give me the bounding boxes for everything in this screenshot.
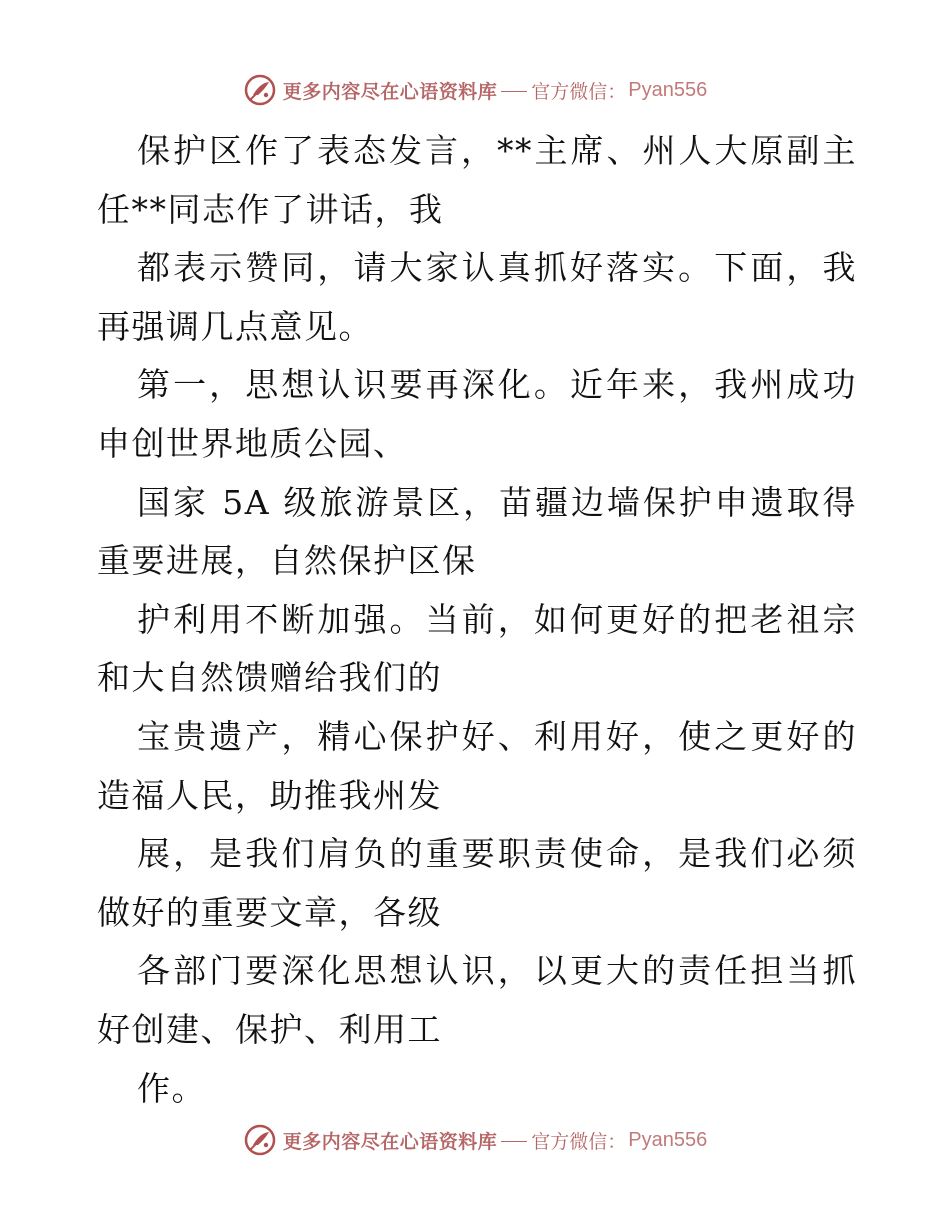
- banner-separator: [501, 91, 527, 92]
- paragraph: 各部门要深化思想认识，以更大的责任担当抓好创建、保护、利用工: [97, 951, 857, 1049]
- banner-handle: Pyan556: [628, 78, 708, 101]
- footer-banner: [0, 1120, 950, 1160]
- paragraph: 国家 5A 级旅游景区，苗疆边墙保护申遗取得重要进展，自然保护区保: [97, 482, 857, 581]
- banner-wechat-label: 官方微信：: [531, 1130, 627, 1153]
- banner-handle: Pyan556: [628, 1128, 708, 1151]
- paragraph: 作。: [137, 1068, 206, 1108]
- banner-wechat-label: 官方微信：: [531, 80, 627, 103]
- logo-icon: [243, 1123, 277, 1157]
- banner-title: 更多内容尽在心语资料库: [282, 80, 498, 103]
- paragraph: 护利用不断加强。当前，如何更好的把老祖宗和大自然馈赠给我们的: [97, 599, 857, 698]
- paragraph: 宝贵遗产，精心保护好、利用好，使之更好的造福人民，助推我州发: [97, 716, 857, 815]
- banner-separator: [501, 1141, 527, 1142]
- paragraph: 展，是我们肩负的重要职责使命，是我们必须做好的重要文章，各级: [97, 834, 857, 932]
- paragraph: 保护区作了表态发言，**主席、州人大原副主任**同志作了讲话，我: [97, 131, 857, 229]
- paragraph: 第一，思想认识要再深化。近年来，我州成功申创世界地质公园、: [97, 365, 857, 463]
- banner-title: 更多内容尽在心语资料库: [282, 1130, 498, 1153]
- header-banner: [0, 70, 950, 110]
- logo-icon: [243, 73, 277, 107]
- paragraph: 都表示赞同，请大家认真抓好落实。下面，我再强调几点意见。: [97, 248, 857, 346]
- body-text: [97, 122, 857, 1118]
